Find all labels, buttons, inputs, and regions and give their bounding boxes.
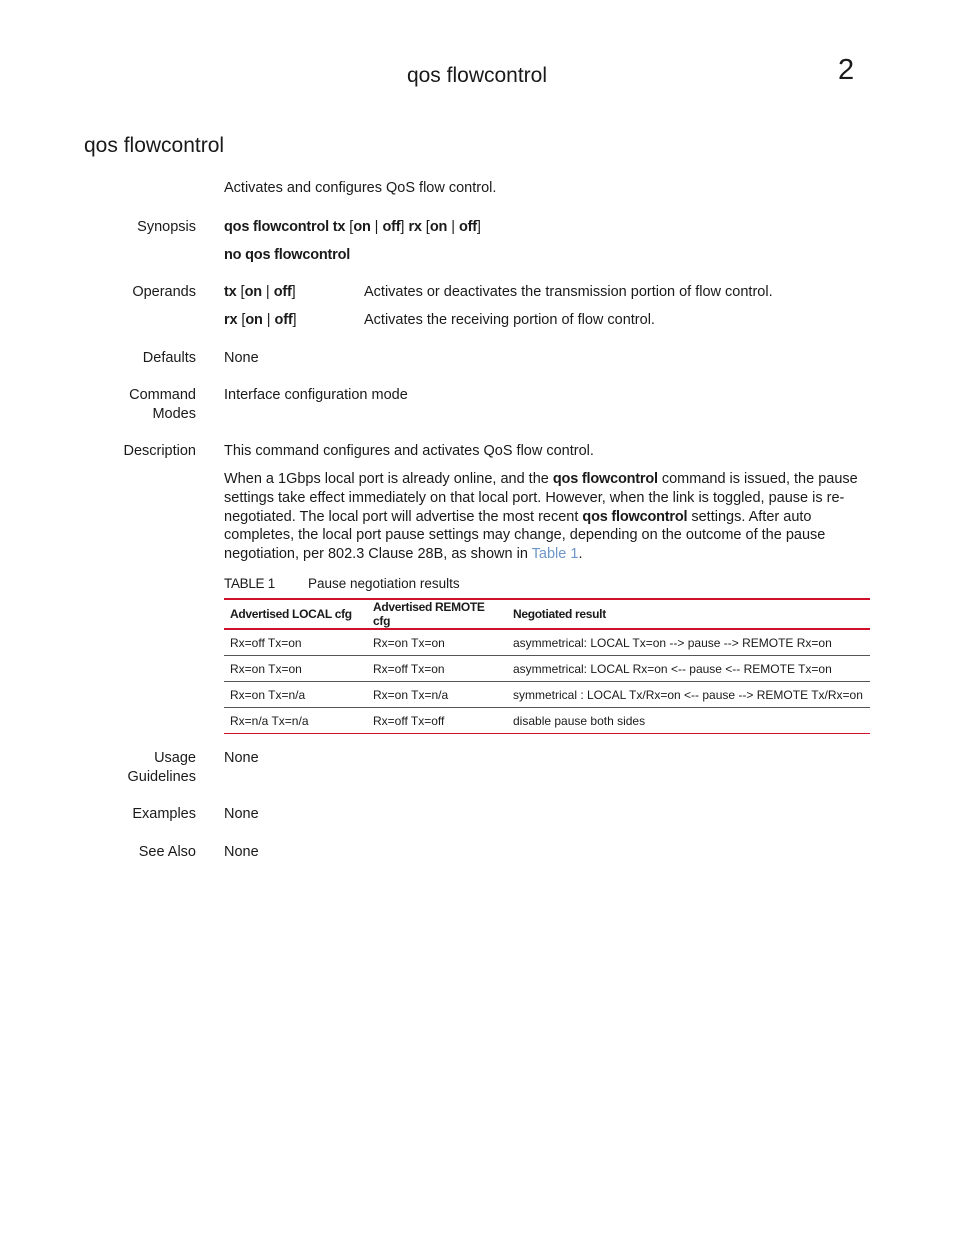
- table-cell: Rx=off Tx=off: [373, 713, 445, 728]
- label-synopsis: Synopsis: [137, 219, 196, 235]
- column-header: Advertised LOCAL cfg: [230, 607, 352, 621]
- table-cell: asymmetrical: LOCAL Rx=on <-- pause <-- REMOTE Tx=on: [513, 661, 832, 676]
- table-cell: Rx=off Tx=on: [230, 635, 302, 650]
- table-caption: [224, 576, 460, 591]
- table-row: [224, 682, 870, 708]
- label-command-modes: Command Modes: [129, 387, 196, 422]
- label-see-also: See Also: [138, 844, 196, 860]
- section-title: qos flowcontrol: [84, 134, 225, 157]
- usage-guidelines-value: None: [224, 750, 259, 766]
- table-header-row: [224, 599, 870, 629]
- label-operands: Operands: [132, 284, 196, 300]
- see-also-value: None: [224, 844, 259, 860]
- operand-tx-syntax: tx [on | off]: [224, 284, 296, 300]
- description-line-1: This command configures and activates QoS flow control.: [224, 443, 594, 459]
- label-usage-guidelines: Usage Guidelines: [127, 750, 196, 785]
- synopsis-line-2: no qos flowcontrol: [224, 247, 351, 263]
- table-1-link[interactable]: Table 1: [531, 546, 579, 563]
- examples-value: None: [224, 806, 259, 822]
- table-cell: disable pause both sides: [513, 713, 646, 728]
- table-cell: asymmetrical: LOCAL Tx=on --> pause --> REMOTE Rx=on: [513, 635, 832, 650]
- command-modes-value: Interface configuration mode: [224, 387, 408, 403]
- label-defaults: Defaults: [142, 350, 196, 366]
- intro-text: Activates and configures QoS flow control.: [224, 180, 497, 196]
- table-row: [224, 656, 870, 682]
- pause-negotiation-table: [224, 598, 870, 734]
- defaults-value: None: [224, 350, 259, 366]
- column-header: Negotiated result: [513, 607, 606, 621]
- table-cell: symmetrical : LOCAL Tx/Rx=on <-- pause --> REMOTE Tx/Rx=on: [513, 687, 863, 702]
- operand-rx-syntax: rx [on | off]: [224, 312, 297, 328]
- table-cell: Rx=on Tx=on: [373, 635, 445, 650]
- table-row: [224, 708, 870, 734]
- table-cell: Rx=on Tx=on: [230, 661, 302, 676]
- table-row: [224, 629, 870, 656]
- table-number: TABLE 1: [224, 576, 275, 591]
- label-examples: Examples: [132, 806, 196, 822]
- label-description: Description: [123, 443, 196, 459]
- synopsis-line-1: qos flowcontrol tx [on | off] rx [on | off]: [224, 219, 481, 235]
- table-cell: Rx=n/a Tx=n/a: [230, 713, 309, 728]
- table-title: Pause negotiation results: [308, 576, 460, 591]
- operand-rx-description: Activates the receiving portion of flow control.: [364, 312, 655, 328]
- table-cell: Rx=on Tx=n/a: [230, 687, 306, 702]
- description-paragraph: When a 1Gbps local port is already online, and the qos flowcontrol command is issued, the pause settings take effect immediately on that local port. However, when the link is toggled, pause is re-negotiated. The local port will advertise the most recent qos flowcontrol settings. After auto completes, the local port pause settings may change, depending on the outcome of the pause negotiation, per 802.3 Clause 28B, as shown in Table 1.: [224, 471, 858, 563]
- chapter-number: 2: [838, 54, 855, 86]
- table-cell: Rx=on Tx=n/a: [373, 687, 449, 702]
- column-header: Advertised REMOTE cfg: [373, 600, 485, 628]
- operand-tx-description: Activates or deactivates the transmission portion of flow control.: [364, 284, 773, 300]
- table-cell: Rx=off Tx=on: [373, 661, 445, 676]
- running-header-title: qos flowcontrol: [406, 64, 548, 87]
